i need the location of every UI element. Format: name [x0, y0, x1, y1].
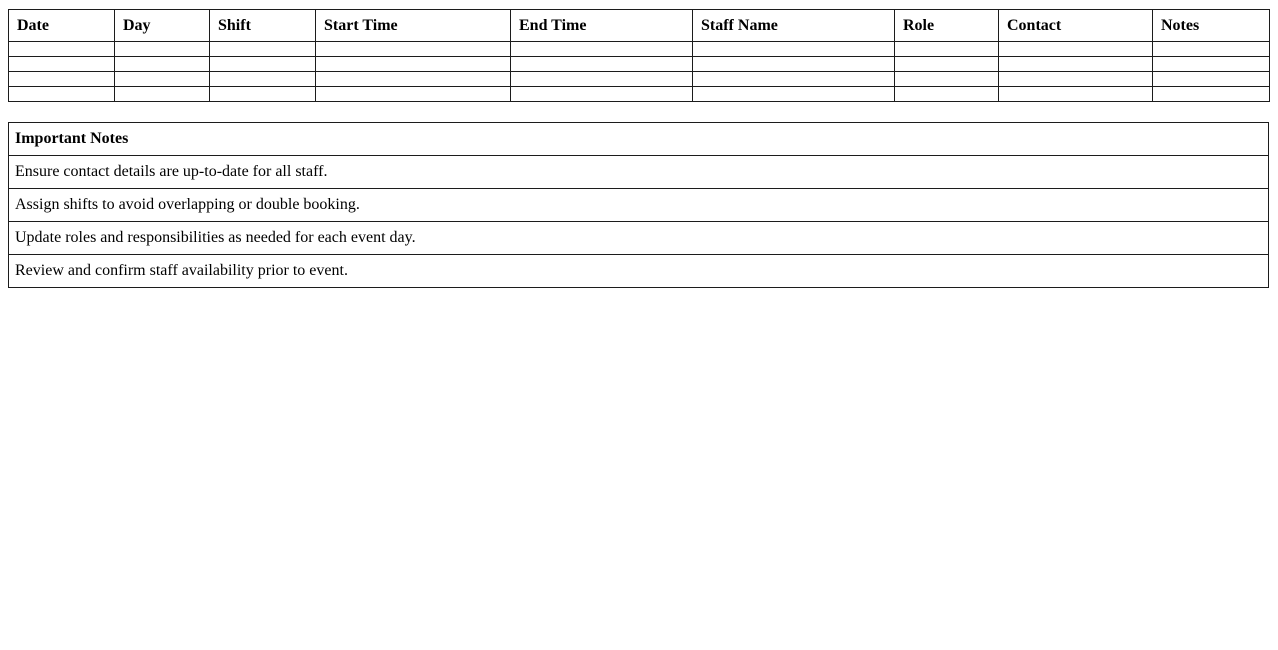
schedule-cell: [511, 57, 693, 72]
schedule-cell: [1153, 72, 1270, 87]
column-header-day: Day: [115, 10, 210, 42]
schedule-cell: [693, 57, 895, 72]
schedule-cell: [115, 42, 210, 57]
schedule-row: [9, 42, 1270, 57]
schedule-cell: [115, 87, 210, 102]
schedule-cell: [9, 72, 115, 87]
schedule-cell: [895, 87, 999, 102]
schedule-cell: [316, 72, 511, 87]
schedule-cell: [511, 72, 693, 87]
schedule-row: [9, 57, 1270, 72]
schedule-cell: [9, 57, 115, 72]
notes-header-row: [9, 123, 1269, 156]
column-header-start-time: Start Time: [316, 10, 511, 42]
schedule-cell: [210, 87, 316, 102]
schedule-cell: [511, 87, 693, 102]
column-header-end-time: End Time: [511, 10, 693, 42]
schedule-cell: [316, 42, 511, 57]
document-page: [0, 0, 1278, 288]
schedule-cell: [9, 42, 115, 57]
schedule-cell: [1153, 87, 1270, 102]
schedule-row: [9, 72, 1270, 87]
schedule-cell: [999, 87, 1153, 102]
schedule-cell: [999, 72, 1153, 87]
note-row: [9, 222, 1269, 255]
note-row: [9, 189, 1269, 222]
schedule-cell: [210, 42, 316, 57]
schedule-cell: [316, 57, 511, 72]
column-header-staff-name: Staff Name: [693, 10, 895, 42]
schedule-cell: [693, 87, 895, 102]
note-text: Assign shifts to avoid overlapping or double booking.: [9, 189, 1269, 222]
schedule-cell: [999, 57, 1153, 72]
schedule-cell: [210, 72, 316, 87]
schedule-cell: [895, 72, 999, 87]
important-notes-table: [8, 122, 1269, 288]
schedule-cell: [511, 42, 693, 57]
column-header-date: Date: [9, 10, 115, 42]
schedule-cell: [999, 42, 1153, 57]
schedule-cell: [9, 87, 115, 102]
schedule-cell: [1153, 57, 1270, 72]
schedule-cell: [1153, 42, 1270, 57]
schedule-cell: [895, 42, 999, 57]
column-header-contact: Contact: [999, 10, 1153, 42]
column-header-shift: Shift: [210, 10, 316, 42]
schedule-cell: [115, 57, 210, 72]
schedule-cell: [316, 87, 511, 102]
notes-header: Important Notes: [9, 123, 1269, 156]
note-text: Review and confirm staff availability prior to event.: [9, 255, 1269, 288]
note-text: Update roles and responsibilities as needed for each event day.: [9, 222, 1269, 255]
note-text: Ensure contact details are up-to-date for all staff.: [9, 156, 1269, 189]
schedule-cell: [210, 57, 316, 72]
note-row: [9, 255, 1269, 288]
schedule-cell: [895, 57, 999, 72]
schedule-cell: [693, 72, 895, 87]
staff-schedule-table: [8, 9, 1270, 102]
schedule-header-row: [9, 10, 1270, 42]
note-row: [9, 156, 1269, 189]
schedule-row: [9, 87, 1270, 102]
column-header-role: Role: [895, 10, 999, 42]
schedule-cell: [115, 72, 210, 87]
column-header-notes: Notes: [1153, 10, 1270, 42]
schedule-cell: [693, 42, 895, 57]
